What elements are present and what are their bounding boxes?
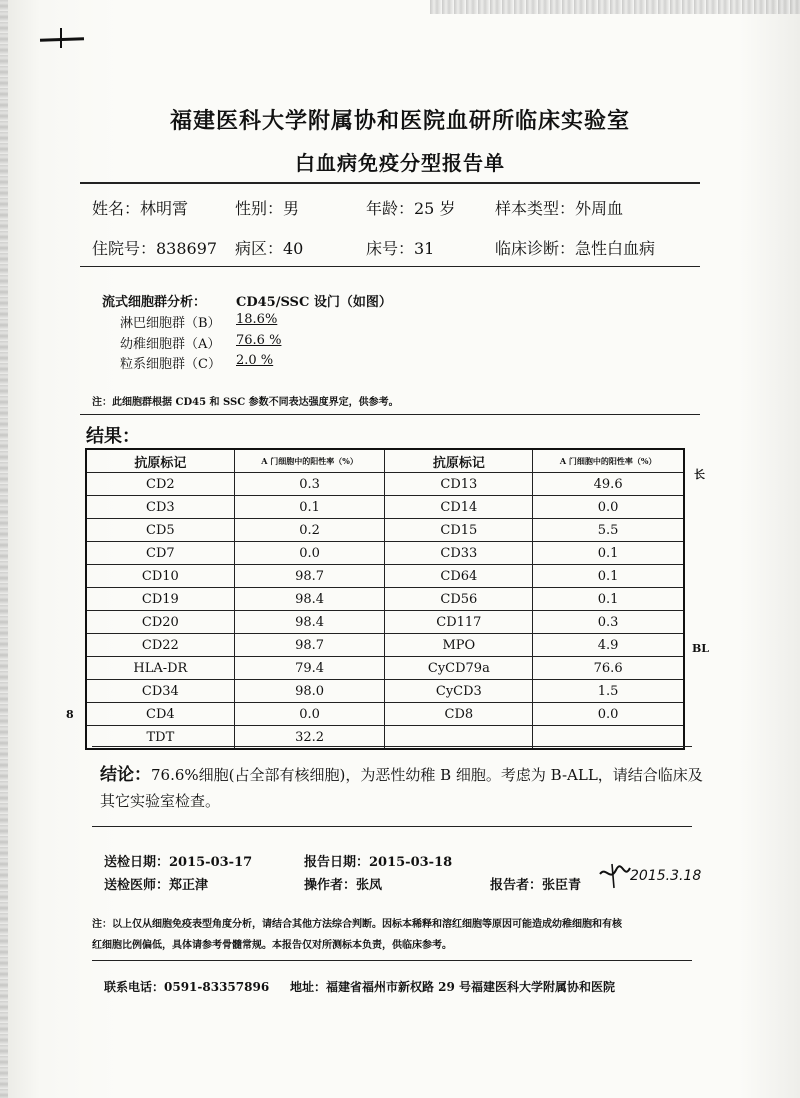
table-row	[86, 611, 684, 634]
antigen-cell: CD34	[86, 680, 234, 703]
table-row	[86, 703, 684, 726]
antigen-cell: CD4	[86, 703, 234, 726]
value-cell: 98.4	[234, 588, 385, 611]
antigen-cell: TDT	[86, 726, 234, 750]
submit-doctor: 送检医师：郑正津	[104, 878, 209, 893]
table-row	[86, 496, 684, 519]
handwritten-signature	[598, 860, 632, 890]
antigen-cell: CD5	[86, 519, 234, 542]
reporter: 报告者：张臣青	[490, 878, 582, 893]
value-cell: 79.4	[234, 657, 385, 680]
results-label: 结果：	[86, 426, 140, 447]
antigen-cell: CD15	[385, 519, 533, 542]
patient-sex: 性别：男	[235, 199, 300, 218]
value-cell: 0.3	[533, 611, 684, 634]
antigen-cell: CD8	[385, 703, 533, 726]
table-row	[86, 680, 684, 703]
header-antigen: 抗原标记	[385, 449, 533, 473]
value-cell: 0.2	[234, 519, 385, 542]
population-value: 76.6 %	[236, 333, 282, 348]
flow-divider	[80, 414, 700, 415]
signature-date: 2015.3.18	[630, 868, 702, 884]
header-antigen: 抗原标记	[86, 449, 234, 473]
value-cell: 98.7	[234, 634, 385, 657]
value-cell: 1.5	[533, 680, 684, 703]
operator: 操作者：张凤	[304, 878, 383, 893]
disclaimer-line-2: 红细胞比例偏低，具体请参考骨髓常规。本报告仅对所测标本负责，供临床参考。	[92, 940, 452, 951]
antigen-cell: CD19	[86, 588, 234, 611]
value-cell: 98.7	[234, 565, 385, 588]
antigen-cell: CD33	[385, 542, 533, 565]
margin-note-bl: BL	[692, 642, 710, 655]
antigen-cell: CD10	[86, 565, 234, 588]
table-row	[86, 473, 684, 496]
conclusion-line-2: 其它实验室检查。	[100, 792, 221, 810]
value-cell: 0.1	[533, 565, 684, 588]
value-cell: 0.0	[533, 703, 684, 726]
conclusion-label: 结论：	[100, 765, 151, 785]
flow-heading: 流式细胞群分析：	[102, 295, 207, 310]
value-cell: 0.1	[234, 496, 385, 519]
table-header-row	[86, 449, 684, 473]
antigen-cell: CD22	[86, 634, 234, 657]
table-divider	[92, 746, 692, 747]
results-table	[85, 448, 685, 750]
disclaimer-line-1: 注：以上仅从细胞免疫表型角度分析，请结合其他方法综合判断。因标本稀释和溶红细胞等原因可能造成幼稚细胞和有核	[92, 919, 622, 930]
antigen-cell: MPO	[385, 634, 533, 657]
institution-title: 福建医科大学附属协和医院血研所临床实验室	[169, 108, 630, 134]
table-row	[86, 588, 684, 611]
ward: 病区：40	[235, 239, 304, 258]
sample-type: 样本类型：外周血	[495, 199, 624, 218]
margin-note-left: 8	[66, 708, 74, 721]
flow-note: 注：此细胞群根据 CD45 和 SSC 参数不同表达强度界定，供参考。	[92, 397, 399, 408]
value-cell: 0.1	[533, 588, 684, 611]
antigen-cell: CD14	[385, 496, 533, 519]
conclusion-text: 76.6%细胞(占全部有核细胞)，为恶性幼稚 B 细胞。考虑为 B-ALL，请结合临床及	[151, 766, 703, 784]
footer-divider	[92, 960, 692, 961]
conclusion-line-1	[100, 760, 703, 785]
value-cell: 4.9	[533, 634, 684, 657]
antigen-cell: CD2	[86, 473, 234, 496]
antigen-cell: CyCD79a	[385, 657, 533, 680]
inpatient-number: 住院号：838697	[92, 239, 218, 258]
submit-date: 送检日期：2015-03-17	[104, 855, 253, 870]
margin-note-top: 长	[694, 468, 705, 481]
value-cell: 76.6	[533, 657, 684, 680]
patient-name: 姓名：林明霄	[92, 199, 189, 218]
bed-number: 床号：31	[366, 239, 435, 258]
antigen-cell: CyCD3	[385, 680, 533, 703]
value-cell: 98.0	[234, 680, 385, 703]
value-cell: 0.1	[533, 542, 684, 565]
population-label: 淋巴细胞群（B）	[120, 316, 221, 331]
report-date: 报告日期：2015-03-18	[304, 855, 453, 870]
antigen-cell: HLA-DR	[86, 657, 234, 680]
pen-tick	[60, 28, 62, 48]
antigen-cell: CD117	[385, 611, 533, 634]
address: 地址：福建省福州市新权路 29 号福建医科大学附属协和医院	[290, 980, 616, 994]
patient-divider	[80, 266, 700, 267]
population-label: 幼稚细胞群（A）	[120, 337, 221, 352]
conclusion-divider	[92, 826, 692, 827]
value-cell: 0.0	[234, 542, 385, 565]
value-cell: 0.3	[234, 473, 385, 496]
header-positive-rate: A 门细胞中的阳性率（%）	[234, 449, 385, 473]
flow-gate: CD45/SSC 设门（如图）	[236, 295, 392, 310]
pen-stroke	[40, 37, 84, 42]
population-label: 粒系细胞群（C）	[120, 357, 221, 372]
report-title: 白血病免疫分型报告单	[295, 151, 505, 175]
population-value: 2.0 %	[236, 353, 274, 368]
value-cell: 49.6	[533, 473, 684, 496]
antigen-cell: CD3	[86, 496, 234, 519]
header-divider	[80, 182, 700, 184]
antigen-cell: CD56	[385, 588, 533, 611]
value-cell: 0.0	[533, 496, 684, 519]
table-row	[86, 542, 684, 565]
header-positive-rate: A 门细胞中的阳性率（%）	[533, 449, 684, 473]
antigen-cell: CD20	[86, 611, 234, 634]
antigen-cell: CD13	[385, 473, 533, 496]
population-value: 18.6%	[236, 312, 278, 327]
clinical-diagnosis: 临床诊断：急性白血病	[495, 239, 656, 258]
table-row	[86, 657, 684, 680]
value-cell: 0.0	[234, 703, 385, 726]
antigen-cell: CD64	[385, 565, 533, 588]
table-row	[86, 634, 684, 657]
value-cell: 98.4	[234, 611, 385, 634]
antigen-cell: CD7	[86, 542, 234, 565]
scan-edge-top	[430, 0, 800, 14]
patient-age: 年龄：25 岁	[366, 199, 456, 218]
value-cell: 32.2	[234, 726, 385, 750]
contact-phone: 联系电话：0591-83357896	[104, 980, 270, 994]
table-row	[86, 565, 684, 588]
value-cell: 5.5	[533, 519, 684, 542]
table-row	[86, 519, 684, 542]
